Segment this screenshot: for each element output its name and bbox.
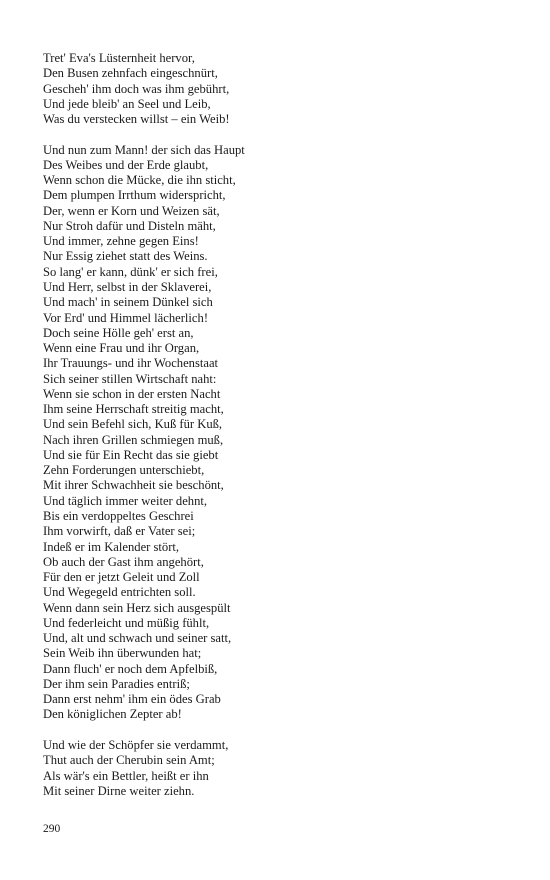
poem-line: Indeß er im Kalender stört, [43, 539, 180, 554]
poem-line: Nach ihren Grillen schmiegen muß, [43, 432, 224, 447]
poem-line: Wenn dann sein Herz sich ausgespült [43, 600, 231, 615]
page-number: 290 [43, 823, 61, 835]
poem-line: Zehn Forderungen unterschiebt, [43, 463, 205, 478]
poem-line: Ihm seine Herrschaft streitig macht, [43, 402, 224, 417]
poem-line: Dann erst nehm' ihm ein ödes Grab [43, 692, 221, 707]
poem-line: Und Herr, selbst in der Sklaverei, [43, 280, 212, 295]
poem-line: Wenn schon die Mücke, die ihn sticht, [43, 173, 236, 188]
poem-line: Der ihm sein Paradies entriß; [43, 676, 190, 691]
poem-line: Den Busen zehnfach eingeschnürt, [43, 66, 218, 81]
poem-line: Und nun zum Mann! der sich das Haupt [43, 142, 245, 157]
poem-line: Bis ein verdoppeltes Geschrei [43, 509, 194, 523]
poem-line: Ob auch der Gast ihm angehört, [43, 554, 204, 569]
poem-line: Vor Erd' und Himmel lächerlich! [43, 310, 209, 325]
poem-line: Sein Weib ihn überwunden hat; [43, 646, 202, 661]
poem-line: Ihm vorwirft, daß er Vater sei; [43, 524, 196, 539]
stanza [43, 143, 523, 723]
poem-line: Für den er jetzt Geleit und Zoll [43, 570, 200, 585]
poem-line: Und jede bleib' an Seel und Leib, [43, 96, 211, 111]
poem-line: Gescheh' ihm doch was ihm gebührt, [43, 81, 230, 96]
poem-line: Und sein Befehl sich, Kuß für Kuß, [43, 417, 223, 432]
poem-line: Dann fluch' er noch dem Apfelbiß, [43, 661, 218, 676]
poem-line: Wenn eine Frau und ihr Organ, [43, 341, 200, 356]
poem-line: Doch seine Hölle geh' erst an, [43, 325, 194, 340]
poem-line: Und mach' in seinem Dünkel sich [43, 295, 213, 310]
poem-line: Und sie für Ein Recht das sie giebt [43, 447, 219, 462]
poem-line: Und, alt und schwach und seiner satt, [43, 631, 232, 646]
stanza [43, 738, 523, 799]
poem-line: Was du verstecken willst – ein Weib! [43, 112, 230, 127]
poem-line: Nur Stroh dafür und Disteln mäht, [43, 218, 216, 233]
poem-line: So lang' er kann, dünk' er sich frei, [43, 264, 218, 279]
poem-line: Tret' Eva's Lüsternheit hervor, [43, 51, 195, 65]
poem-line: Und immer, zehne gegen Eins! [43, 234, 199, 249]
poem-line: Der, wenn er Korn und Weizen sät, [43, 203, 220, 218]
poem-line: Mit seiner Dirne weiter ziehn. [43, 783, 195, 798]
poem-line: Sich seiner stillen Wirtschaft naht: [43, 371, 217, 386]
poem-line: Und federleicht und müßig fühlt, [43, 615, 210, 630]
poem-line: Des Weibes und der Erde glaubt, [43, 157, 209, 172]
poem-line: Und wie der Schöpfer sie verdammt, [43, 738, 229, 753]
poem-line: Mit ihrer Schwachheit sie beschönt, [43, 478, 224, 493]
poem-line: Und Wegegeld entrichten soll. [43, 585, 196, 600]
poem-line: Als wär's ein Bettler, heißt er ihn [43, 768, 209, 783]
poem-line: Den königlichen Zepter ab! [43, 707, 182, 722]
stanza [43, 51, 523, 127]
poem-line: Und täglich immer weiter dehnt, [43, 493, 208, 508]
poem-text [43, 51, 523, 799]
poem-line: Thut auch der Cherubin sein Amt; [43, 753, 215, 768]
poem-line: Dem plumpen Irrthum widerspricht, [43, 188, 226, 203]
poem-line: Wenn sie schon in der ersten Nacht [43, 386, 221, 401]
poem-line: Ihr Trauungs- und ihr Wochenstaat [43, 356, 219, 371]
poem-line: Nur Essig ziehet statt des Weins. [43, 249, 208, 264]
